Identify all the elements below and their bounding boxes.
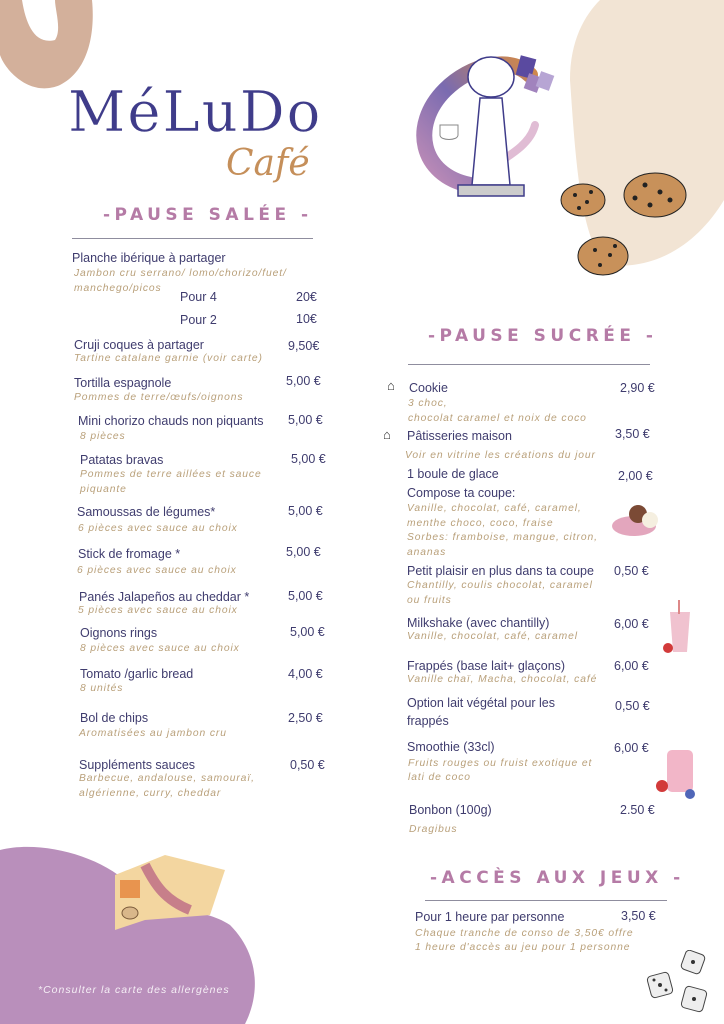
item-price: 6,00 €: [614, 659, 649, 673]
item-price: 5,00 €: [286, 545, 321, 559]
item-price: 0,50 €: [615, 699, 650, 713]
item-desc: Vanille, chocolat, café, caramel,: [407, 503, 582, 514]
item-desc: Chaque tranche de conso de 3,50€ offre: [415, 928, 634, 939]
milkshake-illustration: [660, 600, 700, 656]
item-name: Samoussas de légumes*: [77, 505, 216, 519]
divider: [72, 238, 313, 239]
item-desc: 6 pièces avec sauce au choix: [78, 523, 238, 534]
brand-logo-name: MéLuDo: [68, 80, 323, 145]
item-desc: Dragibus: [409, 824, 458, 835]
item-desc: Barbecue, andalouse, samouraï,: [79, 773, 255, 784]
section-title-pause-sucree: -PAUSE SUCRÉE -: [428, 326, 658, 346]
item-name: Tortilla espagnole: [74, 376, 172, 390]
item-name: Pour 1 heure par personne: [415, 910, 565, 924]
item-price: 5,00 €: [288, 504, 323, 518]
item-desc: 5 pièces avec sauce au choix: [78, 605, 238, 616]
item-price: 5,00 €: [290, 625, 325, 639]
item-name: Bonbon (100g): [409, 803, 492, 817]
item-price: 2,90 €: [620, 381, 655, 395]
ice-cream-illustration: [608, 498, 664, 540]
item-price: 9,50€: [288, 339, 320, 353]
cookies-illustration: [555, 170, 695, 280]
item-name: Smoothie (33cl): [407, 740, 495, 754]
item-desc: Aromatisées au jambon cru: [79, 728, 227, 739]
item-name: Pâtisseries maison: [407, 429, 512, 443]
section-title-pause-salee: -PAUSE SALÉE -: [103, 205, 313, 225]
item-name: 1 boule de glace: [407, 467, 499, 481]
item-price: 5,00 €: [288, 589, 323, 603]
item-price: 3,50 €: [621, 909, 656, 923]
option-price: 10€: [296, 312, 317, 326]
item-desc: chocolat caramel et noix de coco: [408, 413, 587, 424]
item-desc: Vanille chaï, Macha, chocolat, café: [407, 674, 598, 685]
item-price: 0,50 €: [614, 564, 649, 578]
dice-illustration: [645, 950, 715, 1016]
item-name: Oignons rings: [80, 626, 158, 640]
item-desc: ananas: [407, 547, 447, 558]
item-name: Bol de chips: [80, 711, 149, 725]
item-desc: ou fruits: [407, 595, 452, 606]
item-name: Frappés (base lait+ glaçons): [407, 659, 566, 673]
item-desc: 8 pièces avec sauce au choix: [80, 643, 240, 654]
item-name: Stick de fromage *: [78, 547, 181, 561]
item-name: Petit plaisir en plus dans ta coupe: [407, 564, 594, 578]
smoothie-illustration: [652, 738, 702, 800]
option-label: Pour 2: [180, 313, 217, 327]
item-name: Tomato /garlic bread: [80, 667, 194, 681]
brand-logo-sub: Café: [226, 143, 310, 184]
item-price: 5,00 €: [286, 374, 321, 388]
option-price: 20€: [296, 290, 317, 304]
item-desc: Pommes de terre aillées et sauce: [80, 469, 262, 480]
item-desc: Vanille, chocolat, café, caramel: [407, 631, 578, 642]
item-price: 4,00 €: [288, 667, 323, 681]
item-name: Suppléments sauces: [79, 758, 196, 772]
item-price: 0,50 €: [290, 758, 325, 772]
item-name: Planche ibérique à partager: [72, 251, 226, 265]
item-name: Cookie: [409, 381, 448, 395]
item-desc: menthe choco, coco, fraise: [407, 518, 554, 529]
item-desc: 8 unités: [80, 683, 124, 694]
item-desc: Fruits rouges ou fruist exotique et: [408, 758, 593, 769]
item-name: Compose ta coupe:: [407, 486, 516, 500]
item-desc: Tartine catalane garnie (voir carte): [74, 353, 263, 364]
item-price: 5,00 €: [291, 452, 326, 466]
item-desc: Jambon cru serrano/ lomo/chorizo/fuet/: [74, 268, 287, 279]
item-price: 6,00 €: [614, 617, 649, 631]
item-desc: 1 heure d'accès au jeu pour 1 personne: [415, 942, 631, 953]
divider: [425, 900, 667, 901]
divider: [408, 364, 650, 365]
item-name: Cruji coques à partager: [74, 338, 204, 352]
item-name: Milkshake (avec chantilly): [407, 616, 550, 630]
item-desc: piquante: [80, 484, 127, 495]
item-name: Panés Jalapeños au cheddar *: [79, 590, 250, 604]
charcuterie-board-illustration: [95, 845, 235, 935]
item-price: 5,00 €: [288, 413, 323, 427]
item-name: Mini chorizo chauds non piquants: [78, 414, 264, 428]
item-desc: algérienne, curry, cheddar: [79, 788, 222, 799]
new-item-icon: ⌂: [383, 427, 391, 442]
item-price: 6,00 €: [614, 741, 649, 755]
item-desc: Voir en vitrine les créations du jour: [405, 450, 596, 461]
section-title-acces-jeux: -ACCÈS AUX JEUX -: [430, 868, 685, 888]
item-desc: 6 pièces avec sauce au choix: [77, 565, 237, 576]
option-label: Pour 4: [180, 290, 217, 304]
item-desc: 3 choc,: [408, 398, 448, 409]
item-name: Patatas bravas: [80, 453, 164, 467]
item-desc: Chantilly, coulis chocolat, caramel: [407, 580, 593, 591]
item-price: 2,00 €: [618, 469, 653, 483]
item-desc: Pommes de terre/œufs/oignons: [74, 392, 244, 403]
item-desc: Sorbes: framboise, mangue, citron,: [407, 532, 598, 543]
item-desc: manchego/picos: [74, 283, 162, 294]
item-price: 2.50 €: [620, 803, 655, 817]
item-price: 3,50 €: [615, 427, 650, 441]
item-desc: 8 pièces: [80, 431, 126, 442]
pawn-logo-illustration: [410, 45, 570, 205]
new-item-icon: ⌂: [387, 378, 395, 393]
item-price: 2,50 €: [288, 711, 323, 725]
item-name: Option lait végétal pour les: [407, 696, 556, 710]
allergens-note: *Consulter la carte des allergènes: [38, 984, 230, 996]
item-desc: lati de coco: [408, 772, 471, 783]
item-name: frappés: [407, 714, 449, 728]
